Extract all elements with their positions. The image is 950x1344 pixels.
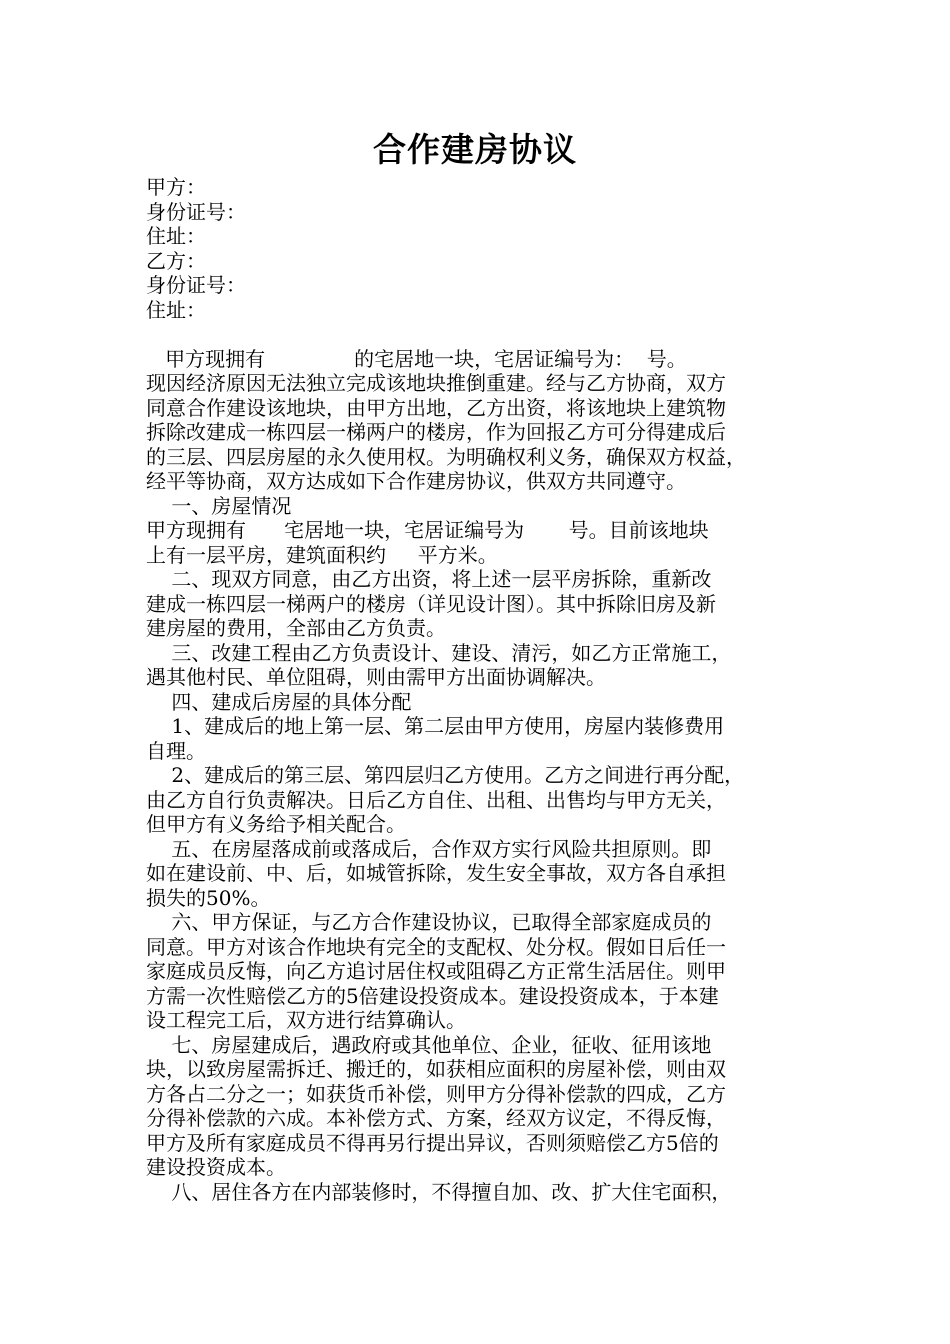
body-line: 同意。甲方对该合作地块有完全的支配权、处分权。假如日后任一: [146, 934, 726, 959]
body-line: 建成一栋四层一梯两户的楼房（详见设计图）。其中拆除旧房及新: [146, 591, 716, 616]
party-b-id-label: 身份证号：: [146, 273, 246, 297]
body-line: 上有一层平房，建筑面积约 平方米。: [146, 542, 498, 567]
document-body: [146, 175, 814, 1204]
body-line: 甲方现拥有 宅居地一块，宅居证编号为 号。目前该地块: [146, 518, 709, 542]
body-line: 的三层、四层房屋的永久使用权。为明确权利义务，确保双方权益，: [146, 444, 746, 469]
body-line: 自理。: [146, 738, 206, 763]
body-line: 现因经济原因无法独立完成该地块推倒重建。经与乙方协商，双方: [146, 371, 726, 395]
body-line: 甲方现拥有 的宅居地一块，宅居证编号为： 号。: [146, 346, 687, 371]
body-line: 三、改建工程由乙方负责设计、建设、清污，如乙方正常施工，: [146, 640, 732, 665]
blank-line: [146, 322, 814, 347]
body-line: 由乙方自行负责解决。日后乙方自住、出租、出售均与甲方无关，: [146, 787, 726, 812]
body-line: 甲方及所有家庭成员不得再另行提出异议，否则须赔偿乙方5倍的: [146, 1130, 719, 1155]
body-line: 块，以致房屋需拆迁、搬迁的，如获相应面积的房屋补偿，则由双: [146, 1057, 726, 1081]
party-a-address-label: 住址：: [146, 224, 206, 248]
body-line: 设工程完工后，双方进行结算确认。: [146, 1008, 466, 1032]
body-line: 家庭成员反悔，向乙方追讨居住权或阻碍乙方正常生活居住。则甲: [146, 959, 726, 983]
body-line: 同意合作建设该地块，由甲方出地，乙方出资，将该地块上建筑物: [146, 395, 726, 420]
party-b-address-label: 住址：: [146, 297, 206, 322]
body-line: 六、甲方保证，与乙方合作建设协议，已取得全部家庭成员的: [146, 910, 712, 934]
body-line: 拆除改建成一栋四层一梯两户的楼房，作为回报乙方可分得建成后: [146, 420, 726, 444]
body-line: 损失的50%。: [146, 885, 271, 910]
body-line: 建设投资成本。: [146, 1155, 286, 1179]
body-line: 五、在房屋落成前或落成后，合作双方实行风险共担原则。即: [146, 836, 712, 861]
body-line: 2、建成后的第三层、第四层归乙方使用。乙方之间进行再分配，: [146, 763, 745, 787]
body-line: 遇其他村民、单位阻碍，则由需甲方出面协调解决。: [146, 665, 606, 689]
body-line: 七、房屋建成后，遇政府或其他单位、企业，征收、征用该地: [146, 1032, 712, 1057]
section-heading: 一、房屋情况: [146, 493, 292, 518]
body-line: 经平等协商，双方达成如下合作建房协议，供双方共同遵守。: [146, 469, 686, 493]
document-title: 合作建房协议: [373, 130, 577, 169]
body-line: 方需一次性赔偿乙方的5倍建设投资成本。建设投资成本，于本建: [146, 983, 719, 1008]
body-line: 建房屋的费用，全部由乙方负责。: [146, 616, 446, 640]
party-a-id-label: 身份证号：: [146, 199, 246, 224]
body-line: 八、居住各方在内部装修时，不得擅自加、改、扩大住宅面积，: [146, 1179, 732, 1204]
body-line: 如在建设前、中、后，如城管拆除，发生安全事故，双方各自承担: [146, 861, 726, 885]
body-line: 分得补偿款的六成。本补偿方式、方案，经双方议定，不得反悔，: [146, 1106, 726, 1130]
party-b-label: 乙方：: [146, 248, 206, 273]
body-line: 二、现双方同意，由乙方出资，将上述一层平房拆除，重新改: [146, 567, 712, 591]
party-a-label: 甲方：: [146, 175, 206, 199]
body-line: 1、建成后的地上第一层、第二层由甲方使用，房屋内装修费用: [146, 714, 725, 738]
body-line: 方各占二分之一；如获货币补偿，则甲方分得补偿款的四成，乙方: [146, 1081, 726, 1106]
section-heading: 四、建成后房屋的具体分配: [146, 689, 412, 714]
body-line: 但甲方有义务给予相关配合。: [146, 812, 406, 836]
